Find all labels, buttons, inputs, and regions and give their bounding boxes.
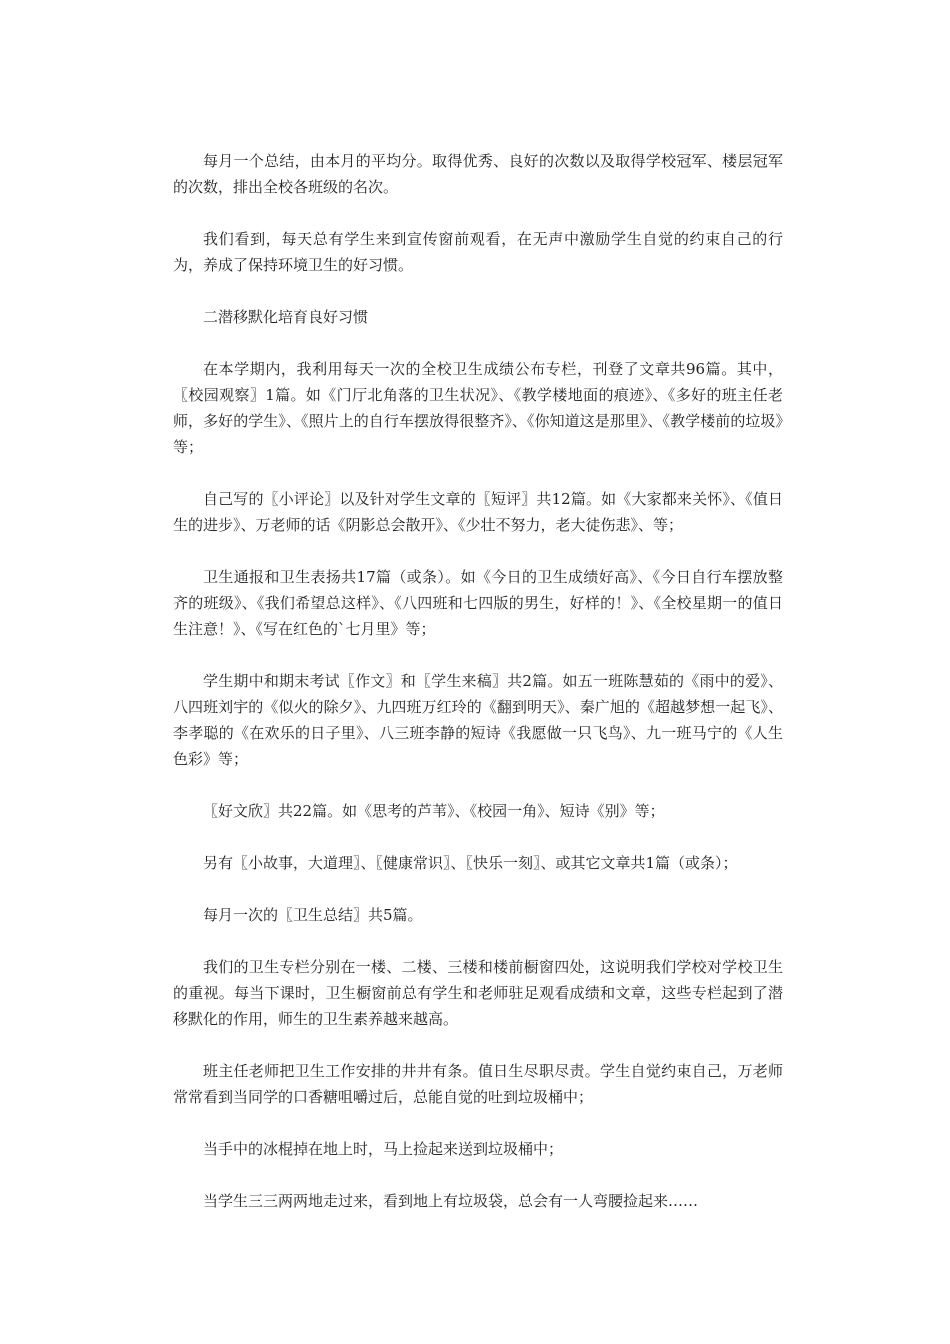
paragraph-hygiene-notices: 卫生通报和卫生表扬共17篇（或条）。如《今日的卫生成绩好高》、《今日自行车摆放整齐的班级》、《我们希望总这样》、《八四班和七四版的男生，好样的！》、《全校星期一的值日生注意！》、《写在红色的`七月里》等；	[173, 568, 783, 638]
paragraph-student-essays: 学生期中和期末考试〖作文〗和〖学生来稿〗共2篇。如五一班陈慧茹的《雨中的爱》、八四班刘宇的《似火的除夕》、九四班万红玲的《翻到明天》、秦广旭的《超越梦想一起飞》、李孝聪的《在欢乐的日子里》、八三班李静的短诗《我愿做一只飞鸟》、九一班马宁的《人生色彩》等；	[173, 672, 783, 768]
paragraph-picking-up-trash: 当学生三三两两地走过来，看到地上有垃圾袋，总会有一人弯腰捡起来……	[203, 1192, 699, 1210]
section-heading: 二潜移默化培育良好习惯	[203, 308, 369, 326]
paragraph-columns-locations: 我们的卫生专栏分别在一楼、二楼、三楼和楼前橱窗四处，这说明我们学校对学校卫生的重视。每当下课时，卫生橱窗前总有学生和老师驻足观看成绩和文章，这些专栏起到了潜移默化的作用，师生的卫生素养越来越高。	[173, 958, 783, 1028]
paragraph-campus-observation: 在本学期内，我利用每天一次的全校卫生成绩公布专栏，刊登了文章共96篇。其中，〖校园观察〗1篇。如《门厅北角落的卫生状况》、《教学楼地面的痕迹》、《多好的班主任老师，多好的学生》、《照片上的自行车摆放得很整齐》、《你知道这是那里》、《教学楼前的垃圾》等；	[173, 360, 783, 456]
paragraph-monthly-hygiene: 每月一次的〖卫生总结〗共5篇。	[203, 906, 423, 924]
paragraph-other-articles: 另有〖小故事，大道理〗、〖健康常识〗、〖快乐一刻〗、或其它文章共1篇（或条）；	[203, 854, 738, 872]
paragraph-popsicle: 当手中的冰棍掉在地上时，马上捡起来送到垃圾桶中；	[203, 1140, 564, 1158]
document-page	[173, 148, 783, 1240]
paragraph-observation: 我们看到，每天总有学生来到宣传窗前观看，在无声中激励学生自觉的约束自己的行为，养成了保持环境卫生的好习惯。	[173, 230, 783, 274]
paragraph-monthly-summary: 每月一个总结，由本月的平均分。取得优秀、良好的次数以及取得学校冠军、楼层冠军的次数，排出全校各班级的名次。	[173, 152, 783, 196]
paragraph-commentary: 自己写的〖小评论〗以及针对学生文章的〖短评〗共12篇。如《大家都来关怀》、《值日生的进步》、万老师的话《阴影总会散开》、《少壮不努力，老大徒伤悲》、等；	[173, 490, 783, 534]
paragraph-class-teachers: 班主任老师把卫生工作安排的井井有条。值日生尽职尽责。学生自觉约束自己，万老师常常看到当同学的口香糖咀嚼过后，总能自觉的吐到垃圾桶中；	[173, 1062, 783, 1106]
paragraph-good-articles: 〖好文欣〗共22篇。如《思考的芦苇》、《校园一角》、短诗《别》等；	[203, 802, 665, 820]
